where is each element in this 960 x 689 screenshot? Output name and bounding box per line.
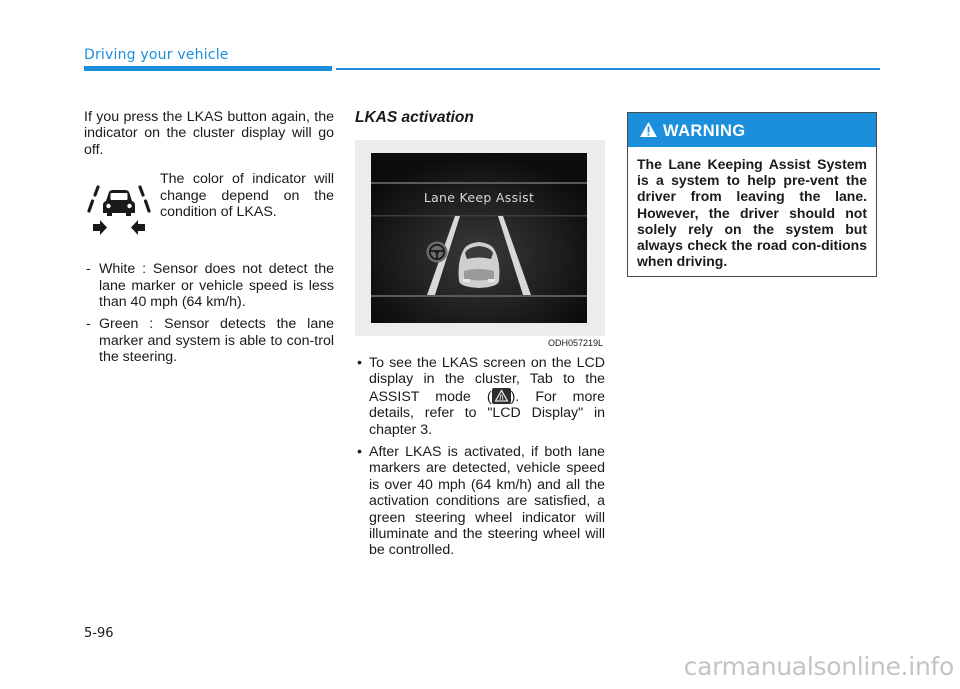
figure-caption: ODH057219L <box>547 338 603 348</box>
section-title: LKAS activation <box>355 109 474 126</box>
warning-header <box>628 113 876 147</box>
bullet-text-before: To see the LKAS screen on the LCD display in the cluster, Tab to the ASSIST mode ( <box>369 355 605 405</box>
list-dash: - <box>86 316 91 333</box>
list-item <box>84 261 334 310</box>
list-item-text: White : Sensor does not detect the lane marker or vehicle speed is less than 40 mph (64 km/h). <box>99 261 334 311</box>
list-item-text: Green : Sensor detects the lane marker and system is able to con-trol the steering. <box>99 316 334 366</box>
cluster-screen <box>371 153 587 323</box>
condition-list <box>84 261 334 365</box>
list-dash: - <box>86 261 91 278</box>
lkas-figure <box>355 140 605 336</box>
list-item <box>355 444 605 559</box>
watermark[interactable]: carmanualsonline.info <box>683 652 954 681</box>
lkas-indicator-icon <box>84 179 154 241</box>
header-bar-thin <box>336 68 880 70</box>
warning-box <box>627 112 877 277</box>
bullet: • <box>357 444 362 461</box>
indicator-row <box>84 171 334 259</box>
road-scene-graphic <box>371 153 587 323</box>
bullet: • <box>357 355 362 371</box>
steering-wheel-icon <box>426 241 448 263</box>
warning-triangle-icon <box>639 121 658 138</box>
middle-column <box>355 109 605 565</box>
warning-text: The Lane Keeping Assist System is a system to help pre-vent the driver from leaving the lane. However, the driver should not solely rely on the system but always check the road con-ditions when driving. <box>637 156 867 270</box>
assist-mode-icon <box>492 388 511 404</box>
list-item <box>355 355 605 438</box>
list-item <box>84 316 334 365</box>
bullet-text-after: ). For more details, refer to "LCD Display" in chapter 3. <box>369 388 605 438</box>
indicator-note: The color of indicator will change depend on the condition of LKAS. <box>160 171 334 221</box>
warning-label: WARNING <box>663 122 746 140</box>
left-column <box>84 109 334 372</box>
header-bar-thick <box>84 66 332 71</box>
header-title: Driving your vehicle <box>84 47 229 63</box>
activation-bullets <box>355 355 605 559</box>
screen-title: Lane Keep Assist <box>423 190 535 205</box>
page-number: 5-96 <box>84 626 114 641</box>
bullet-text: After LKAS is activated, if both lane markers are detected, vehicle speed is over 40 mph (64 km/h) and all the activation conditions are satisfied, a green steering wheel indicator will illuminate and the steering wheel will be controlled. <box>369 444 605 559</box>
intro-paragraph: If you press the LKAS button again, the indicator on the cluster display will go off. <box>84 109 334 158</box>
